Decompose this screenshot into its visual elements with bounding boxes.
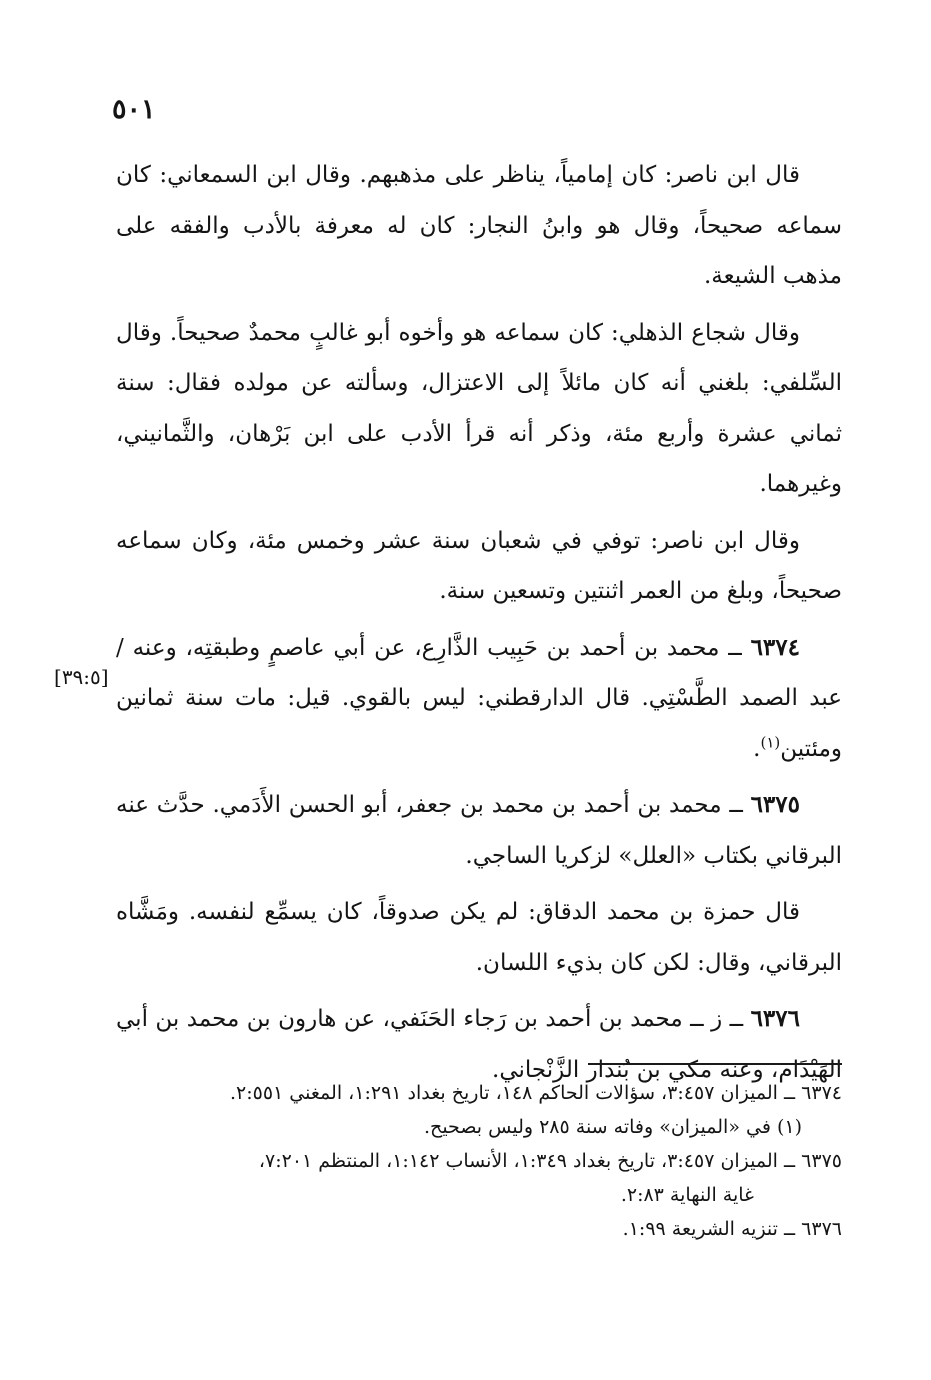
paragraph-ibn-nasir-death: وقال ابن ناصر: توفي في شعبان سنة عشر وخمس مئة، وكان سماعه صحيحاً، وبلغ من العمر اثنتين وتسعين سنة. — [116, 527, 842, 604]
margin-volume-reference: [٣٩:٥] — [54, 665, 109, 689]
entry-text: ــ ز ــ محمد بن أحمد بن رَجاء الحَنَفي، عن هارون بن محمد بن أبي الهَيْذَام، وعنه مكي بن بُندار الزَّنْجاني. — [116, 1006, 842, 1083]
entry-number: ٦٣٧٥ — [750, 791, 800, 818]
entry-6375 — [116, 780, 842, 881]
footnote-6375-continued: غاية النهاية ٢:٨٣. — [620, 1184, 754, 1206]
paragraph-shuja-dhuhli: وقال شجاع الذهلي: كان سماعه هو وأخوه أبو غالبٍ محمدٌ صحيحاً. وقال السِّلفي: بلغني أنه كان مائلاً إلى الاعتزال، وسألته عن مولده فقال: سنة ثماني عشرة وأربع مئة، وذكر أنه قرأ الأدب على ابن بَرْهان، والثَّمانيني، وغيرهما. — [116, 319, 842, 497]
entry-6374 — [116, 623, 842, 775]
paragraph-hamza-daqqaq: قال حمزة بن محمد الدقاق: لم يكن صدوقاً، كان يسمِّع لنفسه. ومَشَّاه البرقاني، وقال: لكن كان بذيء اللسان. — [116, 899, 842, 976]
page-number: ٥٠١ — [112, 94, 156, 125]
entry-text: ــ محمد بن أحمد بن محمد بن جعفر، أبو الحسن الأَدَمي. حدَّث عنه البرقاني بكتاب «العلل» لزكريا الساجي. — [116, 792, 842, 869]
footnote-6374: ٦٣٧٤ ــ الميزان ٣:٤٥٧، سؤالات الحاكم ١٤٨، تاريخ بغداد ١:٢٩١، المغني ٢:٥٥١. — [229, 1082, 842, 1104]
entry-end: . — [753, 735, 761, 762]
paragraph-ibn-nasir-imami: قال ابن ناصر: كان إمامياً، يناظر على مذهبهم. وقال ابن السمعاني: كان سماعه صحيحاً، وقال هو وابنُ النجار: كان له معرفة بالأدب والفقه على مذهب الشيعة. — [116, 162, 842, 289]
footnote-marker: (١) — [760, 732, 781, 751]
footnote-divider — [588, 1063, 842, 1065]
entry-number: ٦٣٧٤ — [750, 633, 800, 661]
footnote-1: (١) في «الميزان» وفاته سنة ٢٨٥ وليس بصحيح. — [424, 1116, 802, 1138]
footnote-6376: ٦٣٧٦ ــ تنزيه الشريعة ١:٩٩. — [622, 1218, 842, 1240]
footnote-6375: ٦٣٧٥ ــ الميزان ٣:٤٥٧، تاريخ بغداد ١:٣٤٩، الأنساب ١:١٤٢، المنتظم ٧:٢٠١، — [258, 1150, 842, 1172]
entry-number: ٦٣٧٦ — [750, 1005, 800, 1032]
entry-text: ــ محمد بن أحمد بن حَبِيب الذَّارِع، عن أبي عاصمٍ وطبقتِه، وعنه / عبد الصمد الطَّسْتِي. قال الدارقطني: ليس بالقوي. قيل: مات سنة ثمانين ومئتين — [116, 634, 842, 762]
footnotes-section — [118, 1076, 842, 1246]
main-text-body — [116, 150, 842, 1101]
